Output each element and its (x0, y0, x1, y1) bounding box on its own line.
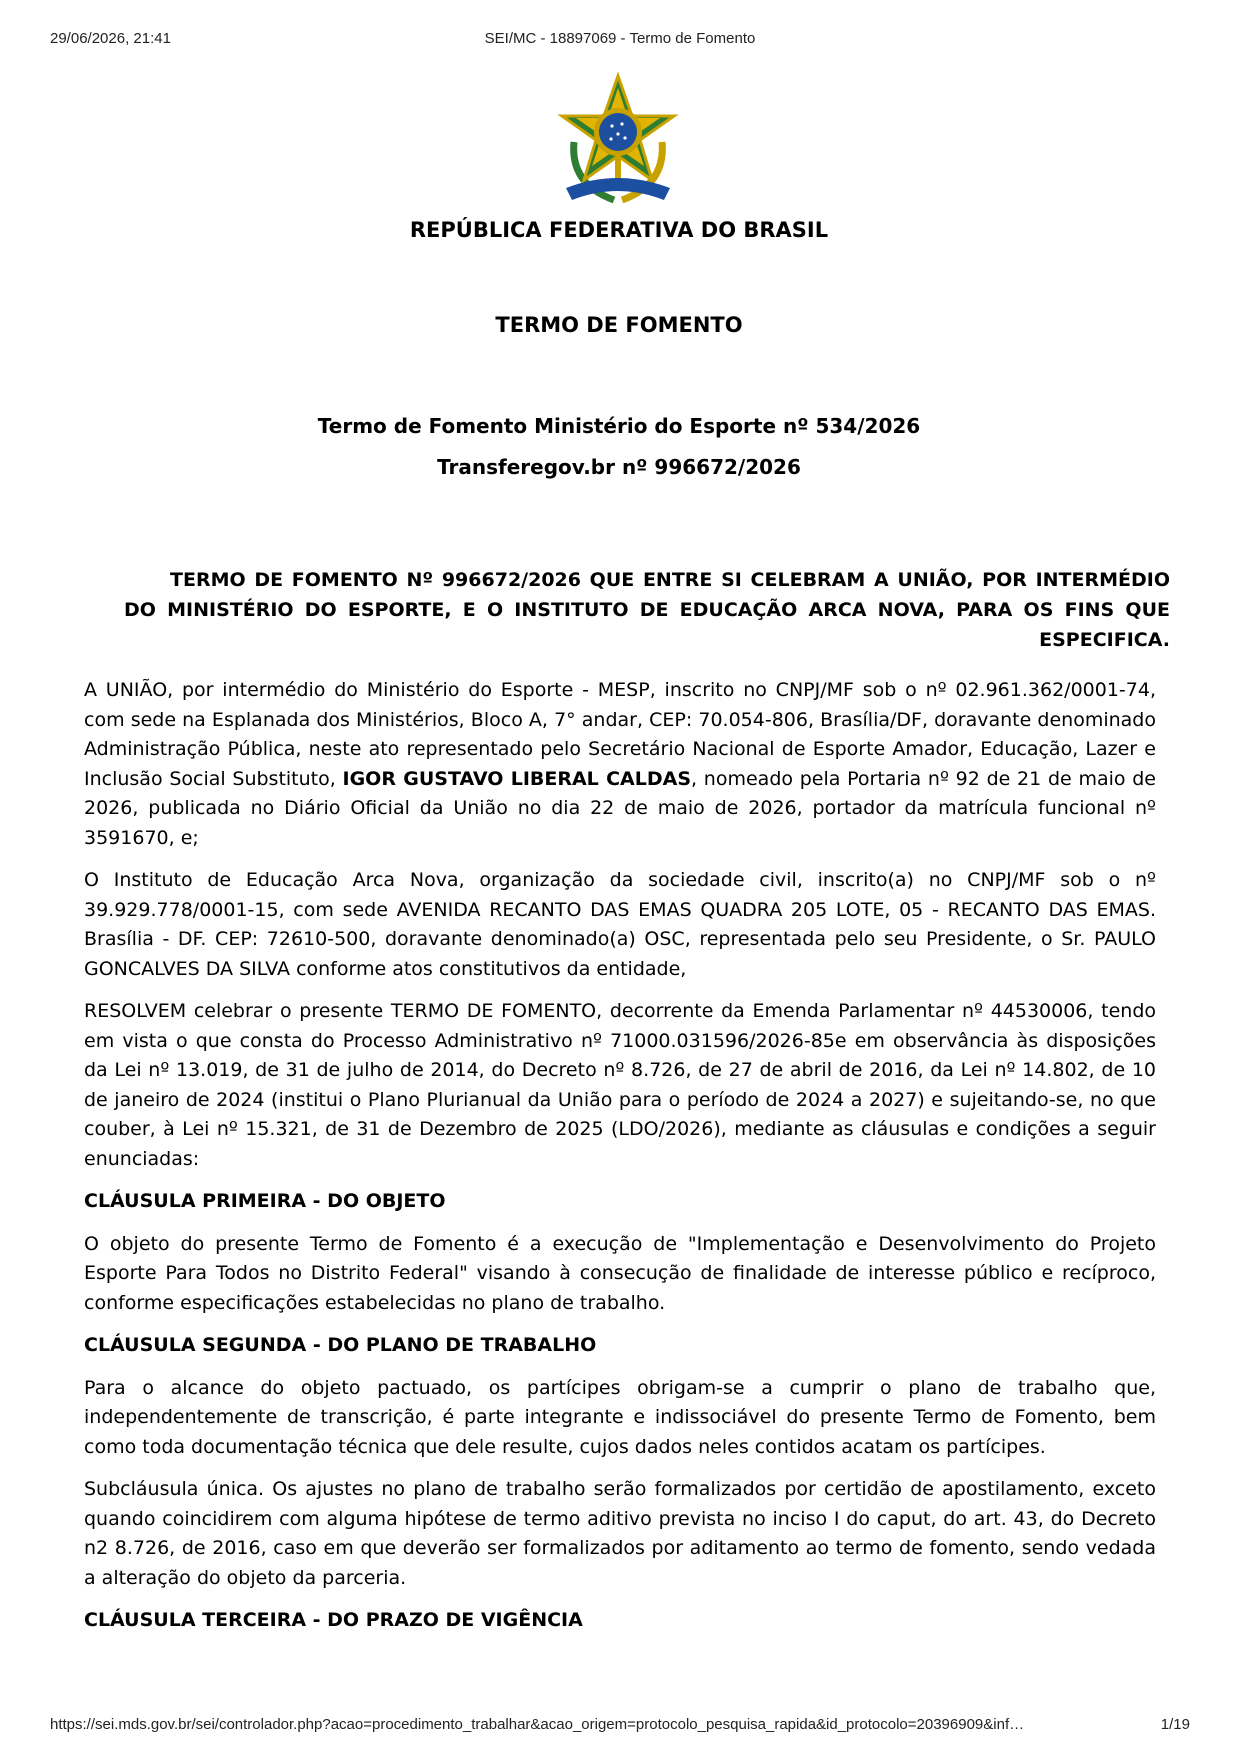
clause-1-title: CLÁUSULA PRIMEIRA - DO OBJETO (84, 1190, 446, 1212)
document-body (84, 676, 1156, 1649)
paragraph-uniao (84, 676, 1156, 853)
print-url: https://sei.mds.gov.br/sei/controlador.php?acao=procedimento_trabalhar&acao_origem=protocolo_pesquisa_rapida&id_protocolo=20396909&inf… (50, 1716, 1025, 1733)
brasao-republica-icon (552, 72, 684, 208)
clause-1-text: O objeto do presente Termo de Fomento é a execução de "Implementação e Desenvolvimento do Projeto Esporte Para Todos no Distrito Federal" visando à consecução de finalidade de interesse público e recíproco, conforme especificações estabelecidas no plano de trabalho. (84, 1232, 1156, 1314)
republic-heading: REPÚBLICA FEDERATIVA DO BRASIL (409, 218, 829, 242)
print-header (50, 30, 1190, 50)
clause-2-title: CLÁUSULA SEGUNDA - DO PLANO DE TRABALHO (84, 1334, 597, 1356)
paragraph-uniao-text-end: , nomeado pela Portaria nº 92 de 21 de maio de 2026, publicada no Diário Oficial da União no dia 22 de maio de 2026, portador da matrícula funcional nº 3591670, e; (84, 767, 1156, 849)
clause-3-title: CLÁUSULA TERCEIRA - DO PRAZO DE VIGÊNCIA (84, 1609, 583, 1631)
print-footer (50, 1716, 1190, 1736)
representative-name: IGOR GUSTAVO LIBERAL CALDAS (342, 767, 692, 790)
document-type-heading: TERMO DE FOMENTO (495, 313, 743, 337)
print-datetime: 29/06/2026, 21:41 (50, 30, 171, 47)
term-number: Termo de Fomento Ministério do Esporte nº 534/2026 (317, 414, 921, 438)
print-title: SEI/MC - 18897069 - Termo de Fomento (484, 30, 756, 47)
paragraph-osc: O Instituto de Educação Arca Nova, organização da sociedade civil, inscrito(a) no CNPJ/MF sob o nº 39.929.778/0001-15, com sede AVENIDA RECANTO DAS EMAS QUADRA 205 LOTE, 05 - RECANTO DAS EMAS. Brasília - DF. CEP: 72610-500, doravante denominado(a) OSC, representada pelo seu Presidente, o Sr. PAULO GONCALVES DA SILVA conforme atos constitutivos da entidade, (84, 869, 1156, 980)
paragraph-resolvem: RESOLVEM celebrar o presente TERMO DE FOMENTO, decorrente da Emenda Parlamentar nº 44530006, tendo em vista o que consta do Processo Administrativo nº 71000.031596/2026-85e em observância às disposições da Lei nº 13.019, de 31 de julho de 2014, do Decreto nº 8.726, de 27 de abril de 2016, da Lei nº 14.802, de 10 de janeiro de 2024 (institui o Plano Plurianual da União para o período de 2024 a 2027) e sujeitando-se, no que couber, à Lei nº 15.321, de 31 de Dezembro de 2025 (LDO/2026), mediante as cláusulas e condições a seguir enunciadas: (84, 1000, 1156, 1170)
clause-2-subclause: Subcláusula única. Os ajustes no plano de trabalho serão formalizados por certidão de apostilamento, exceto quando coincidirem com alguma hipótese de termo aditivo prevista no inciso I do caput, do art. 43, do Decreto n2 8.726, de 2016, caso em que deverão ser formalizados por aditamento ao termo de fomento, sendo vedada a alteração do objeto da parceria. (84, 1478, 1156, 1589)
page-number: 1/19 (1160, 1716, 1190, 1733)
transferegov-number: Transferegov.br nº 996672/2026 (437, 455, 801, 479)
paragraph-uniao-text: A UNIÃO, por intermédio do Ministério do Esporte - MESP, inscrito no CNPJ/MF sob o nº 02.961.362/0001-74, com sede na Esplanada dos Ministérios, Bloco A, 7° andar, CEP: 70.054-806, Brasília/DF, doravante denominado Administração Pública, neste ato representado pelo Secretário Nacional de Esporte Amador, Educação, Lazer e Inclusão Social Substituto, (84, 679, 1156, 790)
clause-2-text: Para o alcance do objeto pactuado, os partícipes obrigam-se a cumprir o plano de trabalho que, independentemente de transcrição, é parte integrante e indissociável do presente Termo de Fomento, bem como toda documentação técnica que dele resulte, cujos dados neles contidos acatam os partícipes. (84, 1376, 1156, 1458)
ementa: TERMO DE FOMENTO Nº 996672/2026 QUE ENTRE SI CELEBRAM A UNIÃO, POR INTERMÉDIO DO MINISTÉRIO DO ESPORTE, E O INSTITUTO DE EDUCAÇÃO ARCA NOVA, PARA OS FINS QUE ESPECIFICA. (124, 569, 1170, 651)
